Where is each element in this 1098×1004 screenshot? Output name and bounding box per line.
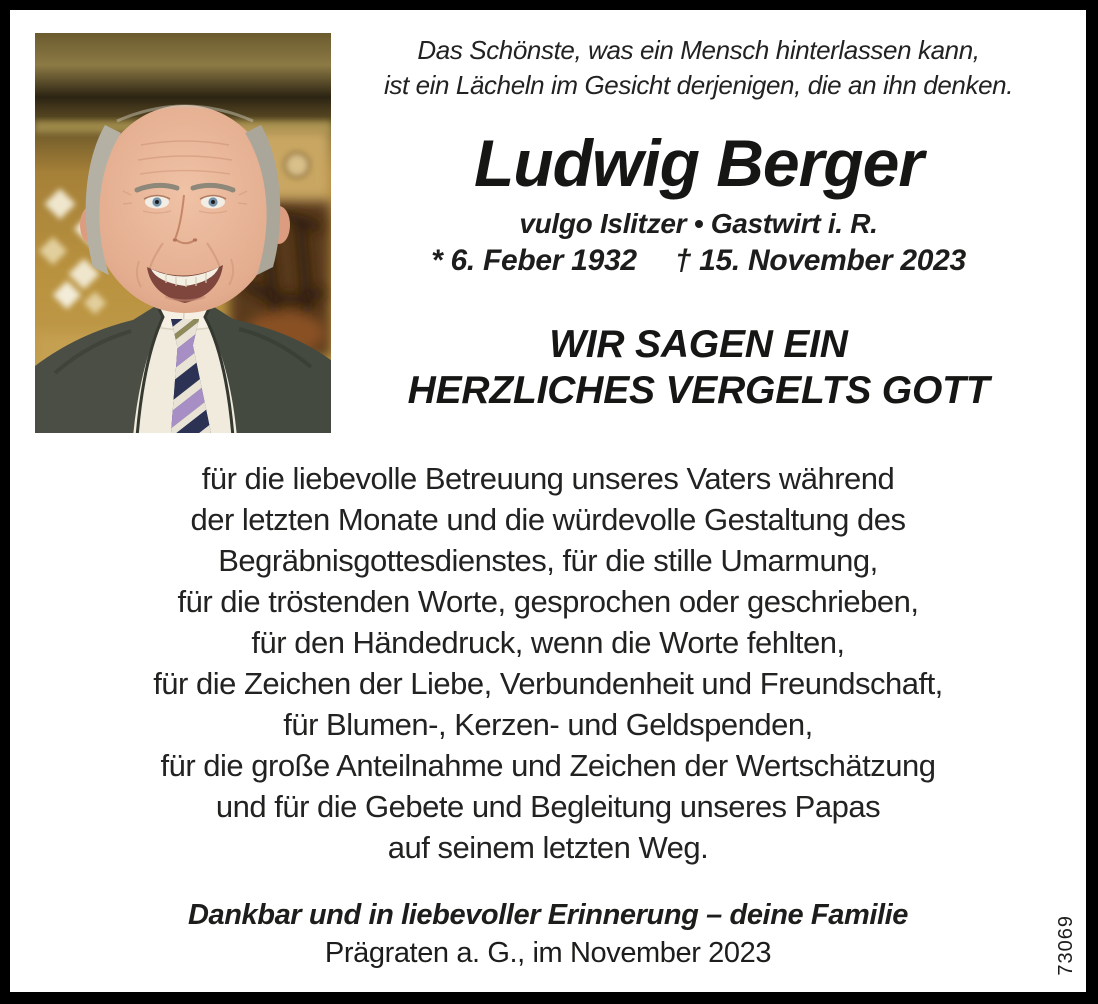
header-text-column [331,33,1066,433]
thanks-heading-line-2: HERZLICHES VERGELTS GOTT [407,368,990,412]
quote-line-1: Das Schönste, was ein Mensch hinterlassen kann, [417,35,980,65]
reference-number: 73069 [1055,915,1077,976]
body-line: für die tröstenden Worte, gesprochen oder geschrieben, [177,584,919,619]
portrait-photo [35,33,331,433]
closing-family-line: Dankbar und in liebevoller Erinnerung – deine Familie [187,899,909,931]
body-line: für die liebevolle Betreuung unseres Vaters während [201,461,895,496]
body-line: auf seinem letzten Weg. [387,830,709,865]
body-line: und für die Gebete und Begleitung unseres Papas [215,789,881,824]
birth-date: * 6. Feber 1932 [431,243,637,277]
thanks-body [10,458,1086,868]
body-line: der letzten Monate und die würdevolle Gestaltung des [190,502,906,537]
thanks-heading [408,322,990,414]
closing-section [10,899,1086,970]
body-line: für die Zeichen der Liebe, Verbundenheit und Freundschaft, [153,666,943,701]
death-date: † 15. November 2023 [674,243,966,277]
body-line: für den Händedruck, wenn die Worte fehlten, [251,625,845,660]
life-dates [431,244,966,278]
header-section [10,10,1086,433]
memorial-quote [384,33,1013,103]
thanks-heading-line-1: WIR SAGEN EIN [549,322,848,366]
obituary-sheet [10,10,1086,992]
body-line: für die große Anteilnahme und Zeichen der Wertschätzung [160,748,936,783]
closing-place-date-line: Prägraten a. G., im November 2023 [324,937,772,969]
quote-line-2: ist ein Lächeln im Gesicht derjenigen, die an ihn denken. [383,70,1014,100]
body-line: für Blumen-, Kerzen- und Geldspenden, [283,707,813,742]
body-line: Begräbnisgottesdienstes, für die stille Umarmung, [218,543,878,578]
deceased-name: Ludwig Berger [473,126,924,200]
portrait-illustration [35,33,331,433]
vulgo-occupation-line: vulgo Islitzer • Gastwirt i. R. [519,207,878,239]
